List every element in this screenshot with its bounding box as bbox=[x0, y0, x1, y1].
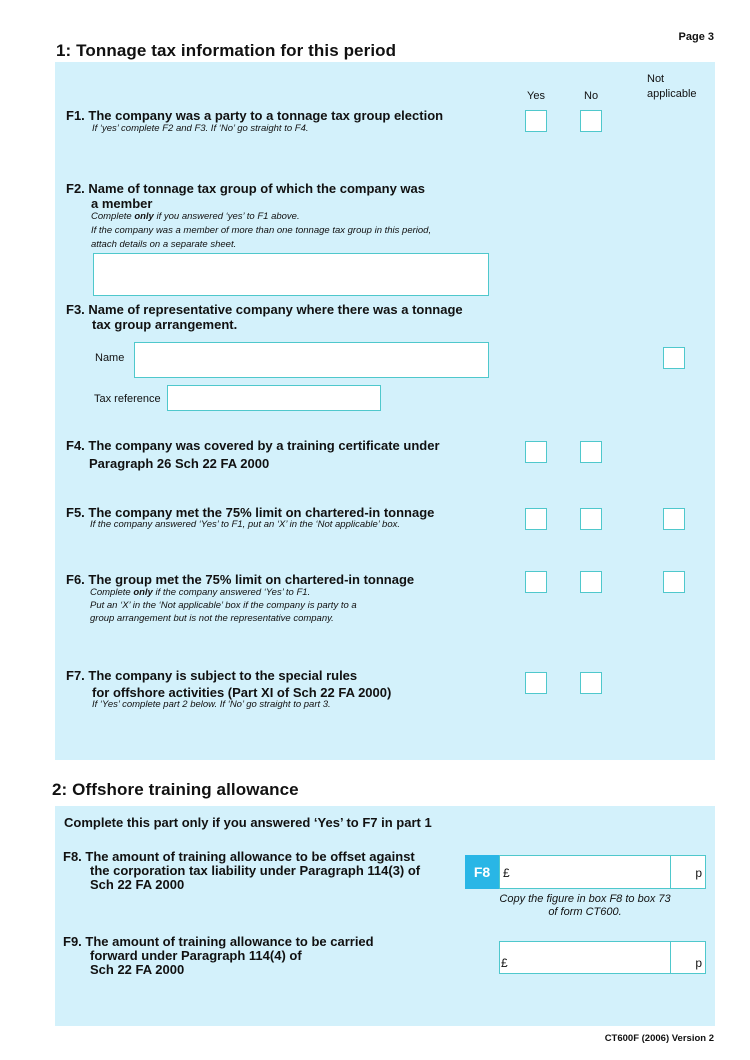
f7-question-line2: for offshore activities (Part XI of Sch 22 FA 2000) bbox=[92, 685, 392, 700]
f4-question-line1: F4. The company was covered by a training certificate under bbox=[66, 438, 440, 453]
f8-question-line3: Sch 22 FA 2000 bbox=[90, 877, 185, 892]
f1-question: F1. The company was a party to a tonnage tax group election bbox=[66, 108, 444, 123]
section-2-intro: Complete this part only if you answered ‘Yes’ to F7 in part 1 bbox=[64, 815, 432, 830]
f3-question-line1: F3. Name of representative company where there was a tonnage bbox=[66, 302, 463, 317]
f2-note-line3: attach details on a separate sheet. bbox=[91, 239, 237, 250]
f3-tax-reference-label: Tax reference bbox=[94, 393, 161, 405]
f5-note: If the company answered ‘Yes’ to F1, put an ‘X’ in the ‘Not applicable’ box. bbox=[90, 519, 400, 530]
column-na-header-line2: applicable bbox=[647, 88, 697, 100]
f4-no-checkbox[interactable] bbox=[580, 441, 602, 463]
section-2-title: 2: Offshore training allowance bbox=[52, 780, 299, 799]
f5-question: F5. The company met the 75% limit on chartered-in tonnage bbox=[66, 505, 435, 520]
f9-pence-label: p bbox=[695, 956, 702, 970]
f6-no-checkbox[interactable] bbox=[580, 571, 602, 593]
f3-name-label: Name bbox=[95, 352, 125, 364]
f7-note: If ‘Yes’ complete part 2 below. If ‘No’ go straight to part 3. bbox=[92, 699, 331, 710]
f3-name-field[interactable] bbox=[134, 342, 489, 378]
f8-pounds-field[interactable] bbox=[499, 855, 671, 889]
f1-no-checkbox[interactable] bbox=[580, 110, 602, 132]
f4-question-line2: Paragraph 26 Sch 22 FA 2000 bbox=[89, 456, 270, 471]
f6-not-applicable-checkbox[interactable] bbox=[663, 571, 685, 593]
f5-yes-checkbox[interactable] bbox=[525, 508, 547, 530]
f8-box-tag: F8 bbox=[465, 855, 499, 889]
f4-yes-checkbox[interactable] bbox=[525, 441, 547, 463]
f7-no-checkbox[interactable] bbox=[580, 672, 602, 694]
f6-note-line2: Put an ‘X’ in the ‘Not applicable’ box if the company is party to a bbox=[90, 600, 357, 611]
f5-not-applicable-checkbox[interactable] bbox=[663, 508, 685, 530]
f8-question-line2: the corporation tax liability under Paragraph 114(3) of bbox=[90, 863, 421, 878]
f9-pound-sign: £ bbox=[501, 956, 508, 970]
f9-question-line1: F9. The amount of training allowance to be carried bbox=[63, 934, 374, 949]
f6-note-line1: Complete only if the company answered ‘Yes’ to F1. bbox=[90, 587, 311, 598]
f8-pence-field[interactable] bbox=[670, 855, 706, 889]
f2-group-name-field[interactable] bbox=[93, 253, 489, 296]
f6-question: F6. The group met the 75% limit on chartered-in tonnage bbox=[66, 572, 415, 587]
f8-pence-label: p bbox=[695, 866, 702, 880]
f9-pence-field[interactable] bbox=[670, 941, 706, 974]
f2-note-line2: If the company was a member of more than one tonnage tax group in this period, bbox=[91, 225, 432, 236]
f1-note: If ‘yes’ complete F2 and F3. If ‘No’ go straight to F4. bbox=[92, 123, 309, 134]
f9-question-line3: Sch 22 FA 2000 bbox=[90, 962, 185, 977]
f2-question-line1: F2. Name of tonnage tax group of which the company was bbox=[66, 181, 425, 196]
f2-note-line1: Complete only if you answered ‘yes’ to F1 above. bbox=[91, 211, 300, 222]
f2-question-line2: a member bbox=[91, 196, 153, 211]
f3-tax-reference-field[interactable] bbox=[167, 385, 381, 411]
f1-yes-checkbox[interactable] bbox=[525, 110, 547, 132]
f6-yes-checkbox[interactable] bbox=[525, 571, 547, 593]
f3-question-line2: tax group arrangement. bbox=[92, 317, 238, 332]
form-version-footer: CT600F (2006) Version 2 bbox=[604, 1033, 714, 1044]
f3-not-applicable-checkbox[interactable] bbox=[663, 347, 685, 369]
f8-copy-note-line2: of form CT600. bbox=[548, 906, 622, 918]
f9-pounds-field[interactable] bbox=[499, 941, 671, 974]
f5-no-checkbox[interactable] bbox=[580, 508, 602, 530]
page-number: Page 3 bbox=[678, 31, 714, 43]
f6-note-line3: group arrangement but is not the representative company. bbox=[90, 613, 334, 624]
column-yes-header: Yes bbox=[527, 90, 545, 102]
f8-question-line1: F8. The amount of training allowance to be offset against bbox=[63, 849, 415, 864]
column-na-header-line1: Not bbox=[647, 73, 665, 85]
column-no-header: No bbox=[584, 90, 599, 102]
section-1-panel bbox=[55, 62, 715, 760]
f8-copy-note-line1: Copy the figure in box F8 to box 73 bbox=[499, 893, 671, 905]
section-1-title: 1: Tonnage tax information for this period bbox=[56, 41, 397, 60]
f9-question-line2: forward under Paragraph 114(4) of bbox=[90, 948, 302, 963]
f7-yes-checkbox[interactable] bbox=[525, 672, 547, 694]
f7-question-line1: F7. The company is subject to the special rules bbox=[66, 668, 358, 683]
f8-pound-sign: £ bbox=[503, 866, 510, 880]
